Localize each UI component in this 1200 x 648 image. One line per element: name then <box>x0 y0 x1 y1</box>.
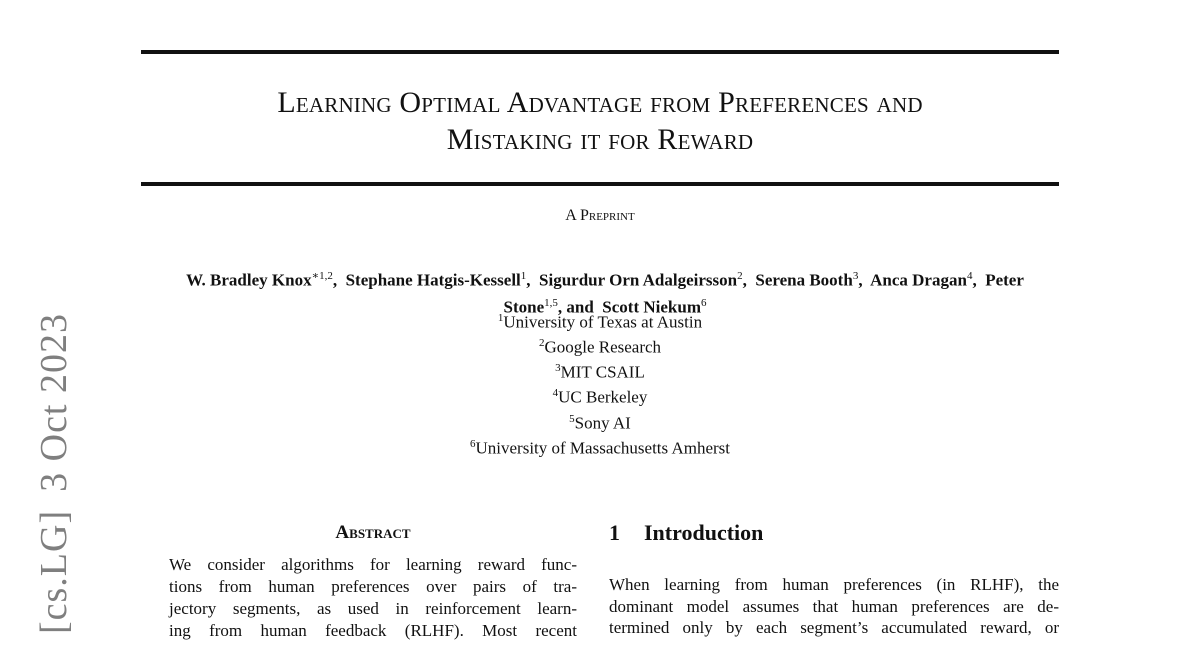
affiliation-mark: 6 <box>470 437 476 450</box>
abstract-line: ing from human feedback (RLHF). Most recent <box>169 621 577 640</box>
author-affiliation-mark: 2 <box>737 270 743 282</box>
affiliation-mark: 1 <box>497 312 504 324</box>
author-name: Peter Stone <box>503 270 1024 317</box>
author-name: Stephane Hatgis-Kessell <box>345 270 521 290</box>
author-separator: , and <box>557 297 603 317</box>
affiliation <box>141 383 1059 408</box>
affiliation <box>141 308 1059 333</box>
affiliation-name: UC Berkeley <box>558 388 648 408</box>
title-rule-bottom <box>141 182 1059 186</box>
affiliation-name: University of Texas at Austin <box>503 312 703 332</box>
affiliation-mark: 2 <box>538 337 545 350</box>
author-separator: , <box>972 270 986 290</box>
author-separator: , <box>332 270 346 290</box>
introduction-line: When learning from human preferences (in RLHF), the <box>609 575 1059 594</box>
section-heading-introduction <box>609 520 763 546</box>
author-name: Serena Booth <box>755 270 853 290</box>
paper-title <box>141 84 1059 158</box>
affiliation-mark: 4 <box>552 387 559 400</box>
author-affiliation-mark: 6 <box>701 296 707 309</box>
author-affiliation-mark: ∗1,2 <box>311 270 333 282</box>
affiliation-name: University of Massachusetts Amherst <box>475 438 730 458</box>
arxiv-date: 3 Oct 2023 <box>33 313 75 492</box>
title-line-2: Mistaking it for Reward <box>446 123 754 156</box>
abstract-heading: Abstract <box>335 522 411 543</box>
author-separator: , <box>858 270 871 290</box>
introduction-line: termined only by each segment’s accumulated reward, or <box>609 618 1059 637</box>
author-name: Sigurdur Orn Adalgeirsson <box>539 270 738 290</box>
author-separator: , <box>526 270 540 290</box>
abstract-line: jectory segments, as used in reinforcement learn- <box>169 599 577 618</box>
author-affiliation-mark: 1,5 <box>544 296 558 309</box>
affiliation-list <box>141 308 1059 459</box>
preprint-label: A Preprint <box>565 207 635 224</box>
affiliation-mark: 5 <box>569 412 575 425</box>
author-name: W. Bradley Knox <box>186 270 312 290</box>
author-affiliation-mark: 1 <box>520 270 527 282</box>
introduction-line: dominant model assumes that human preferences are de- <box>609 596 1059 616</box>
section-title: Introduction <box>644 520 764 545</box>
affiliation-mark: 3 <box>555 362 561 375</box>
affiliation <box>141 358 1059 383</box>
section-number: 1 <box>609 520 620 545</box>
affiliation <box>141 434 1059 459</box>
arxiv-category: [cs.LG] <box>33 509 75 634</box>
abstract-line: tions from human preferences over pairs of tra- <box>169 577 577 596</box>
title-rule-top <box>141 50 1059 54</box>
affiliation-name: Sony AI <box>574 413 631 433</box>
affiliation <box>141 409 1059 434</box>
author-affiliation-mark: 4 <box>966 270 973 282</box>
introduction-text <box>609 574 1059 639</box>
affiliation-name: MIT CSAIL <box>560 362 645 382</box>
abstract-text <box>169 554 577 642</box>
affiliation <box>141 333 1059 358</box>
author-affiliation-mark: 3 <box>852 270 859 282</box>
author-separator: , <box>742 270 756 290</box>
author-name: Anca Dragan <box>870 270 967 290</box>
author-name: Scott Niekum <box>602 297 701 317</box>
abstract-line: We consider algorithms for learning reward func- <box>169 555 577 574</box>
title-line-1: Learning Optimal Advantage from Preferences and <box>277 86 923 119</box>
affiliation-name: Google Research <box>544 337 662 357</box>
arxiv-stamp <box>32 313 76 634</box>
